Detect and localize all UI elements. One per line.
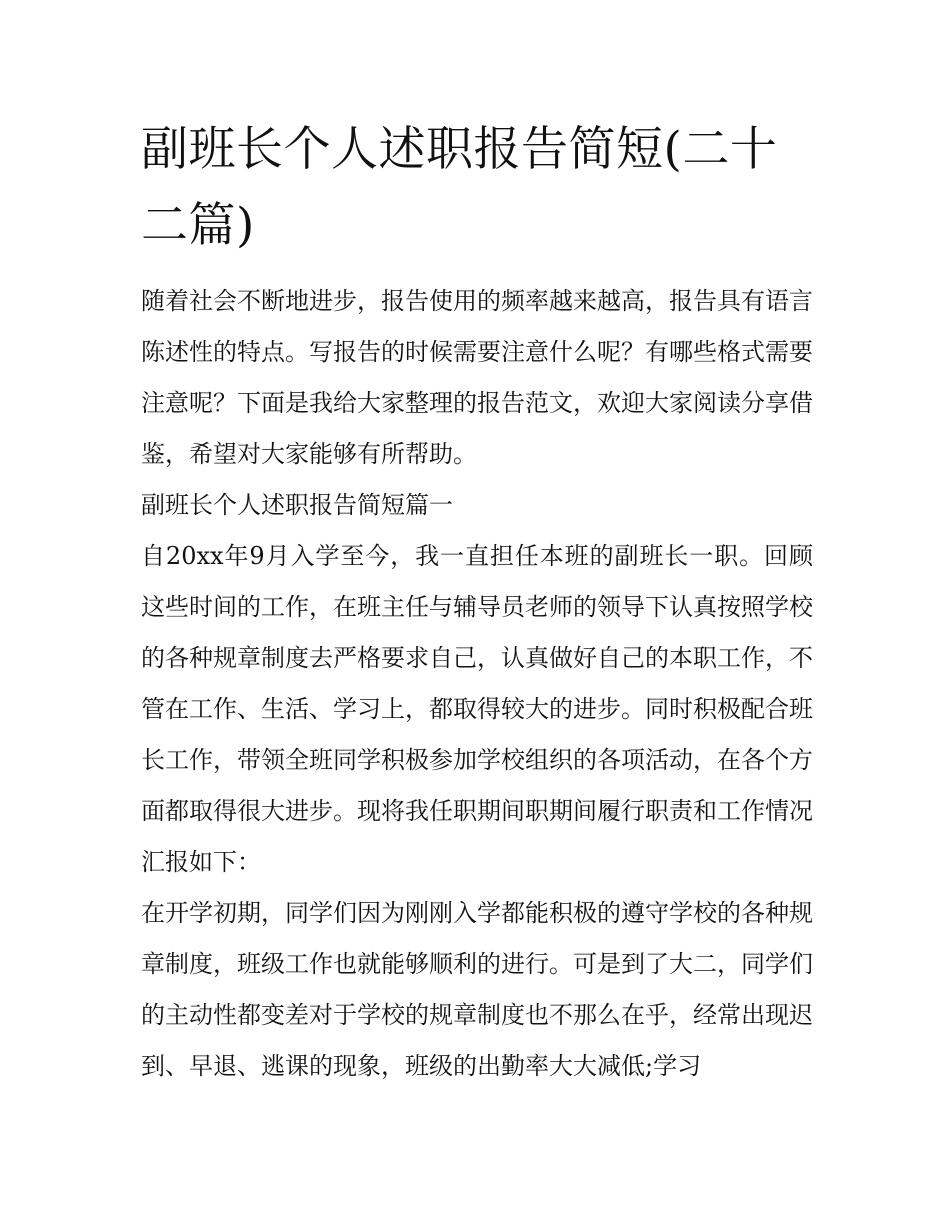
document-content: [141, 112, 813, 1092]
section-heading: 副班长个人述职报告简短篇一: [141, 491, 453, 519]
body-paragraph: 自20xx年9月入学至今，我一直担任本班的副班长一职。回顾这些时间的工作，在班主任与辅导员老师的领导下认真按照学校的各种规章制度去严格要求自己，认真做好自己的本职工作，不管在工作、生活、学习上，都取得较大的进步。同时积极配合班长工作，带领全班同学积极参加学校组织的各项活动，在各个方面都取得很大进步。现将我任职期间职期间履行职责和工作情况汇报如下：: [141, 542, 813, 876]
document-title: 副班长个人述职报告简短(二十二篇): [141, 122, 778, 253]
body-paragraph: 在开学初期，同学们因为刚刚入学都能积极的遵守学校的各种规章制度，班级工作也就能够顺利的进行。可是到了大二，同学们的主动性都变差对于学校的规章制度也不那么在乎，经常出现迟到、早退、逃课的现象，班级的出勤率大大减低;学习: [141, 899, 813, 1080]
intro-paragraph: 随着社会不断地进步，报告使用的频率越来越高，报告具有语言陈述性的特点。写报告的时候需要注意什么呢？有哪些格式需要注意呢？下面是我给大家整理的报告范文，欢迎大家阅读分享借鉴，希望对大家能够有所帮助。: [141, 287, 813, 468]
